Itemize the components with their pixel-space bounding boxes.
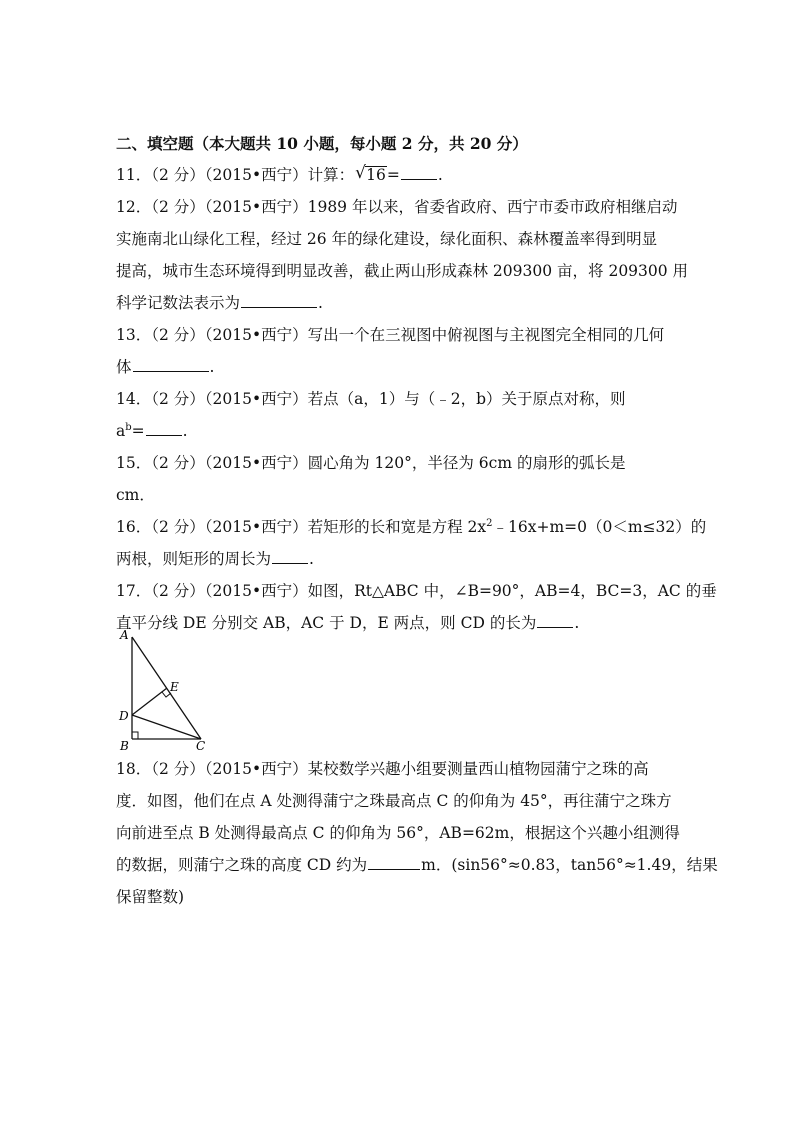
question-11 [116, 164, 443, 186]
q18-line-5: 保留整数) [116, 888, 185, 906]
sqrt-radicand: 16 [366, 166, 386, 184]
q14-line-1: 14．（2 分）（2015•西宁）若点（a，1）与（﹣2，b）关于原点对称，则 [116, 390, 626, 408]
q13-line-2 [116, 356, 214, 378]
q11-answer-blank[interactable] [401, 165, 437, 180]
q17-line-2-text: 直平分线 DE 分别交 AB，AC 于 D，E 两点，则 CD 的长为 [116, 614, 537, 632]
q16-square: 2 [486, 517, 493, 529]
label-d: D [119, 709, 129, 723]
q14-equals: = [131, 422, 145, 440]
q16-line-1 [116, 516, 706, 538]
section-heading: 二、填空题（本大题共 10 小题，每小题 2 分，共 20 分） [116, 134, 528, 153]
q14-base: a [116, 422, 126, 440]
q11-equals: = [386, 166, 400, 184]
label-e: E [170, 680, 179, 694]
label-b: B [120, 739, 129, 753]
label-a: A [120, 628, 129, 642]
q14-answer-blank[interactable] [146, 421, 182, 436]
q14-exponent: b [125, 421, 132, 433]
label-c: C [196, 739, 206, 753]
q13-answer-blank[interactable] [133, 357, 209, 372]
q13-end: . [209, 358, 215, 376]
q13-line-2-text: 体 [116, 358, 132, 376]
q17-answer-blank[interactable] [537, 613, 573, 628]
q11-prefix: 11．（2 分）（2015•西宁）计算： [116, 166, 355, 184]
q16-line-2 [116, 548, 314, 570]
segment-de [132, 688, 167, 715]
q18-line-1: 18．（2 分）（2015•西宁）某校数学兴趣小组要测量西山植物园蒲宁之珠的高 [116, 760, 649, 778]
q16-line-2-text: 两根，则矩形的周长为 [116, 550, 272, 568]
q18-line-3: 向前进至点 B 处测得最高点 C 的仰角为 56°，AB=62m，根据这个兴趣小组测得 [116, 824, 680, 842]
triangle-figure [116, 626, 216, 754]
q12-line-4 [116, 292, 323, 314]
q18-line-4a: 的数据，则蒲宁之珠的高度 CD 约为 [116, 856, 368, 874]
q16-end: . [309, 550, 314, 568]
q18-line-4b: m．(sin56°≈0.83，tan56°≈1.49，结果 [421, 856, 718, 874]
q12-line-2: 实施南北山绿化工程，经过 26 年的绿化建设，绿化面积、森林覆盖率得到明显 [116, 230, 658, 248]
q16-answer-blank[interactable] [272, 549, 308, 564]
right-angle-mark-b [132, 732, 138, 739]
q12-line-1: 12．（2 分）（2015•西宁）1989 年以来，省委省政府、西宁市委市政府相继启动 [116, 198, 678, 216]
q17-line-1: 17．（2 分）（2015•西宁）如图，Rt△ABC 中，∠B=90°，AB=4，BC=3，AC 的垂 [116, 582, 717, 600]
q16-line-1b: ﹣16x+m=0（0＜m≤32）的 [492, 518, 707, 536]
q14-end: . [182, 422, 188, 440]
q12-end: . [318, 294, 323, 312]
q13-line-1: 13．（2 分）（2015•西宁）写出一个在三视图中俯视图与主视图完全相同的几何 [116, 326, 665, 344]
q18-answer-blank[interactable] [368, 855, 420, 870]
q12-line-4-text: 科学记数法表示为 [116, 294, 241, 312]
q18-line-4 [116, 854, 718, 876]
q12-line-3: 提高，城市生态环境得到明显改善，截止两山形成森林 209300 亩，将 209300 用 [116, 262, 689, 280]
q15-line-2: cm． [116, 486, 155, 504]
q14-line-2 [116, 420, 188, 442]
q15-line-1: 15．（2 分）（2015•西宁）圆心角为 120°，半径为 6cm 的扇形的弧长是 [116, 454, 626, 472]
q16-line-1a: 16．（2 分）（2015•西宁）若矩形的长和宽是方程 2x [116, 518, 487, 536]
q17-end: . [574, 614, 580, 632]
q11-end: . [437, 166, 443, 184]
q18-line-2: 度．如图，他们在点 A 处测得蒲宁之珠最高点 C 的仰角为 45°，再往蒲宁之珠方 [116, 792, 672, 810]
segment-dc [132, 715, 201, 739]
sqrt-expression [356, 164, 387, 186]
q12-answer-blank[interactable] [241, 293, 317, 308]
sqrt-icon: √ [355, 163, 366, 183]
